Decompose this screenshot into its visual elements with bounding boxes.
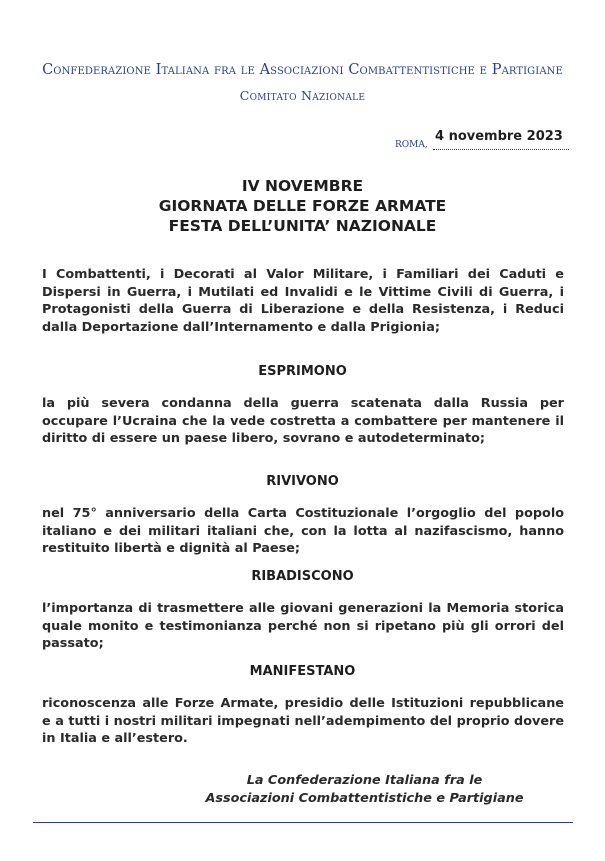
dateline-dotted-rule — [433, 149, 569, 150]
section-text-esprimono: la più severa condanna della guerra scatenata dalla Russia per occupare l’Ucraina che la vede costretta a combattere per mantenere il diritto di essere un paese libero, sovrano e autodeterminato; — [42, 396, 564, 447]
section-text-rivivono: nel 75° anniversario della Carta Costituzionale l’orgoglio del popolo italiano e dei militari italiani che, con la lotta al nazifascismo, hanno restituito libertà e dignità al Paese; — [42, 506, 564, 557]
section-heading-manifestano: MANIFESTANO — [249, 664, 356, 679]
dateline-place: ROMA, — [395, 140, 428, 150]
title-line-1: IV NOVEMBRE — [241, 177, 364, 195]
section-heading-ribadiscono: RIBADISCONO — [251, 569, 354, 584]
organization-name: Confederazione Italiana fra le Associazioni Combattentistiche e Partigiane — [42, 62, 563, 78]
dateline — [395, 128, 575, 154]
intro-paragraph: I Combattenti, i Decorati al Valor Militare, i Familiari dei Caduti e Dispersi in Guerra, i Mutilati ed Invalidi e le Vittime Civili di Guerra, i Protagonisti della Guerra di Liberazione e della Resistenza, i Reduci dalla Deportazione dall’Internamento e dalla Prigionia; — [42, 267, 564, 335]
document-title — [0, 176, 605, 236]
section-heading-rivivono: RIVIVONO — [266, 474, 339, 489]
section-heading-esprimono: ESPRIMONO — [258, 364, 347, 379]
footer-rule — [33, 822, 573, 823]
letterhead — [0, 62, 605, 103]
dateline-date: 4 novembre 2023 — [435, 129, 563, 144]
title-line-3: FESTA DELL’UNITA’ NAZIONALE — [168, 217, 437, 235]
signature-line-1: La Confederazione Italiana fra le — [246, 773, 483, 788]
title-line-2: GIORNATA DELLE FORZE ARMATE — [158, 197, 447, 215]
section-text-ribadiscono: l’importanza di trasmettere alle giovani generazioni la Memoria storica quale monito e testimonianza perché non si ripetano più gli orrori del passato; — [42, 601, 564, 652]
committee-name: Comitato Nazionale — [239, 88, 366, 103]
section-text-manifestano: riconoscenza alle Forze Armate, presidio delle Istituzioni repubblicane e a tutti i nostri militari impegnati nell’adempimento del proprio dovere in Italia e all’estero. — [42, 696, 564, 747]
signature-line-2: Associazioni Combattentistiche e Partigiane — [205, 791, 524, 806]
signature-block — [62, 772, 605, 808]
